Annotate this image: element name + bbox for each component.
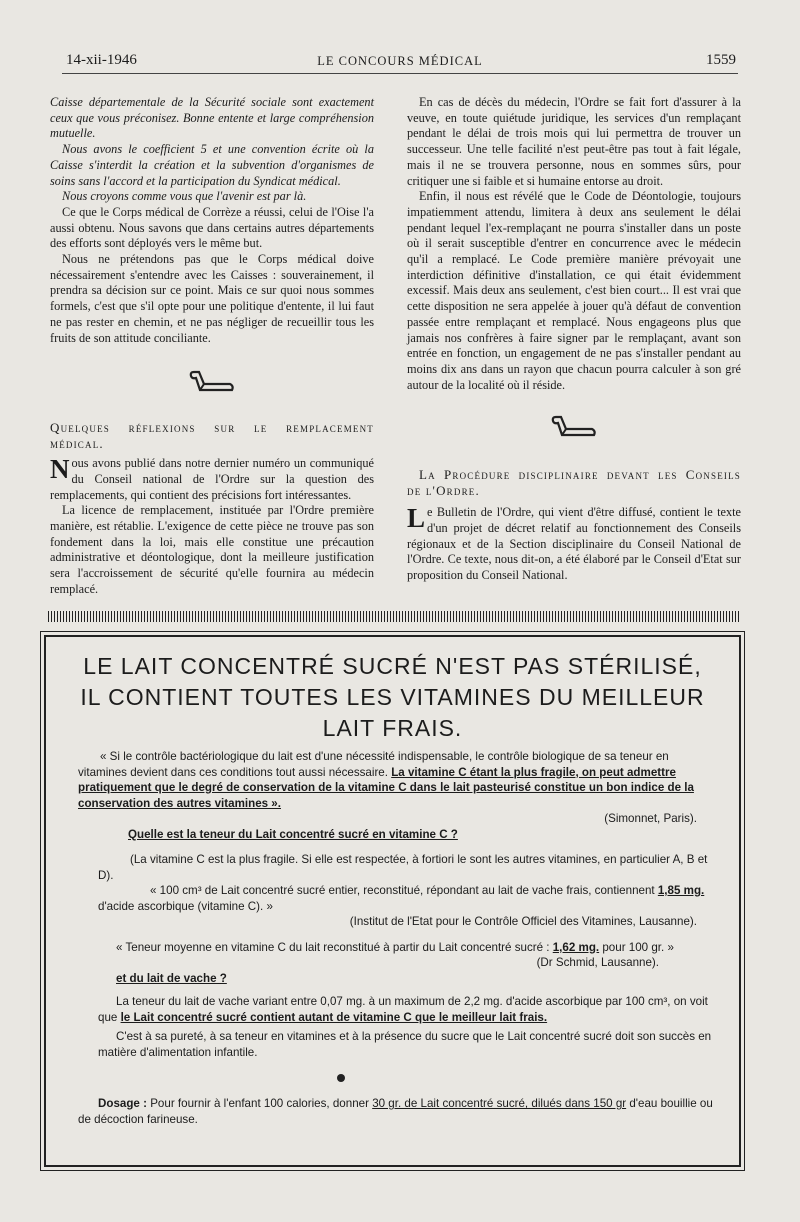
paragraph-text: « Teneur moyenne en vitamine C du lait reconstitué à partir du Lait concentré sucré : [116,940,553,954]
quote-text: « Si le contrôle bactériologique du lait est d'une nécessité indispensable, le contrôle biologique de sa teneur en vitamines devient dans ces conditions tout aussi nécessaire. [78,750,669,779]
ad-paragraph [98,994,719,1025]
quote-emphasis: La vitamine C étant la plus fragile, on peut admettre pratiquement que le degré de conservation de la vitamine C dans le lait pasteurisé constitue un bon indice de la conservation des autres vitamines ». [78,765,694,810]
dosage-instructions [78,1096,719,1127]
section-intro-text: ous avons publié dans notre dernier numéro un communiqué du Conseil national de l'Ordre sur la question des remplacements, qui contient des précisions fort intéressantes. [50,456,374,502]
journal-title: LE CONCOURS MÉDICAL [317,54,483,68]
section-title-procedure: La Procédure disciplinaire devant les Conseils de l'Ordre. [407,467,741,499]
ad-paragraph: (La vitamine C est la plus fragile. Si elle est respectée, à fortiori le sont les autres vitamines, en particulier A, B et D). [98,853,708,882]
bullet-icon [337,1074,345,1082]
issue-date: 14-xii-1946 [66,52,137,68]
ad-headline-line: IL CONTIENT TOUTES LES VITAMINES DU MEILLEUR [80,684,705,710]
dosage-text: Pour fournir à l'enfant 100 calories, donner [146,1097,373,1110]
question-heading [116,971,719,987]
value-highlight: 1,62 mg. [552,940,600,954]
scroll-ornament-icon [550,413,598,439]
paragraph-text: pour 100 gr. » [599,940,674,954]
ad-paragraph [116,940,719,956]
source-citation: (Dr Schmid, Lausanne). [536,956,659,969]
ad-body [78,749,719,1127]
ad-headline-line: LAIT FRAIS. [322,715,463,741]
dosage-amount: 30 gr. de Lait concentré sucré, dilués dans 150 gr [372,1097,627,1110]
ad-quote [78,749,719,811]
scroll-ornament-icon [188,368,236,394]
paragraph: La licence de remplacement, instituée par l'Ordre première manière, est rétablie. L'exigence de cette pièce ne trouve pas son fondement dans la loi, mais elle constitue une précaution administrative et déontologique, dont la meilleure justification sera l'accroissement de sécurité qu'elle fournira au médecin remplacé. [50,503,374,596]
left-column [50,95,374,598]
dosage-text: d'eau bouillie ou de décoction farineuse. [78,1097,713,1126]
section-intro [50,456,374,503]
question-heading [128,827,719,843]
paragraph: Caisse départementale de la Sécurité sociale sont exactement ceux que vous préconisez. Bonne entente et large compréhension mutuelle. [50,95,374,141]
hatched-divider [48,611,740,622]
paragraph: Nous ne prétendons pas que le Corps médical doive nécessairement s'entendre avec les Caisses : souverainement, il prendra sa décision sur ce point. Mais ce sur quoi nous sommes formels, c'est que s'il opte pour une politique d'entente, il lui faut ne pas rester en chemin, et ne pas négliger de recueillir tous les fruits de son attitude conciliante. [50,252,374,345]
section-title-remplacement: Quelques réflexions sur le remplacement médical. [50,420,374,452]
conclusion-highlight: le Lait concentré sucré contient autant de vitamine C que le meilleur lait frais. [120,1010,548,1024]
paragraph-text: « 100 cm³ de Lait concentré sucré entier, reconstitué, répondant au lait de vache frais, contiennent [150,884,658,897]
advertisement-box [44,635,741,1167]
paragraph: Ce que le Corps médical de Corrèze a réussi, celui de l'Oise l'a aussi obtenu. Nous savons que dans certains autres départements des efforts sont déployés vers le même but. [50,204,374,251]
paragraph-text: d'acide ascorbique (vitamine C). » [98,899,273,913]
source-citation: (Simonnet, Paris). [604,812,697,825]
dosage-label: Dosage : [98,1097,147,1110]
ad-headline [64,651,721,744]
question-text: Quelle est la teneur du Lait concentré sucré en vitamine C ? [128,827,458,841]
value-highlight: 1,85 mg. [657,884,705,897]
paragraph: Nous croyons comme vous que l'avenir est par là. [62,189,307,204]
ad-paragraph [98,883,719,914]
question-text: et du lait de vache ? [116,971,227,985]
section-intro-text: e Bulletin de l'Ordre, qui vient d'être diffusé, contient le texte d'un projet de décret relatif au fonctionnement des Conseils régionaux et de la Section disciplinaire du Conseil National de l'Ordre. Ce texte, nous dit-on, a été élaboré par le Conseil d'Etat sur proposition du Conseil National. [407,505,741,583]
paragraph-text: La teneur du lait de vache variant entre 0,07 mg. à un maximum de 2,2 mg. d'acide ascorbique par 100 cm³, on voit que [98,995,708,1024]
page-header [62,52,738,74]
paragraph: Nous avons le coefficient 5 et une convention écrite où la Caisse s'interdit la création et la subvention d'organismes de soins sans l'accord et la participation du Syndicat médical. [50,142,374,188]
page-number: 1559 [706,52,736,68]
paragraph: Enfin, il nous est révélé que le Code de Déontologie, toujours impatiemment attendu, limitera à deux ans seulement le délai pendant lequel l'ex-remplaçant ne pourra s'installer dans un poste où il serait susceptible d'entrer en concurrence avec le médecin qu'il a remplacé. Le Code première manière prévoyait une interdiction définitive d'installation, ce qui était évidemment excessif. Mais deux ans seulement, c'est bien court... Il est vrai que cette disposition ne sera appelée à jouer qu'à défaut de convention passée entre remplaçant et remplacé. Nous engageons plus que jamais nos confrères à faire signer par le remplaçant, avant son entrée en fonction, un engagement de ne pas s'installer pendant au moins dix ans dans un rayon que chacun pourra calculer à son gré autour de la localité où il réside. [407,189,741,392]
ad-headline-line: LE LAIT CONCENTRÉ SUCRÉ N'EST PAS STÉRILISÉ, [83,653,702,679]
drop-cap: N [50,454,70,485]
ad-paragraph: C'est à sa pureté, à sa teneur en vitamines et à la présence du sucre que le Lait concentré sucré doit son succès en matière d'alimentation infantile. [98,1030,712,1059]
section-intro [407,505,741,584]
drop-cap: L [407,503,426,534]
paragraph: En cas de décès du médecin, l'Ordre se fait fort d'assurer à la veuve, en toute quiétude juridique, les services d'un remplaçant pendant le délai de trois mois qui lui permettra de trouver un successeur. Une telle facilité n'est peut-être pas tout à fait légale, mais il ne se trouvera personne, nous en sommes sûrs, pour critiquer une si faible et si humaine entorse au droit. [407,95,741,188]
source-citation: (Institut de l'Etat pour le Contrôle Officiel des Vitamines, Lausanne). [349,915,697,928]
right-column [407,95,741,584]
